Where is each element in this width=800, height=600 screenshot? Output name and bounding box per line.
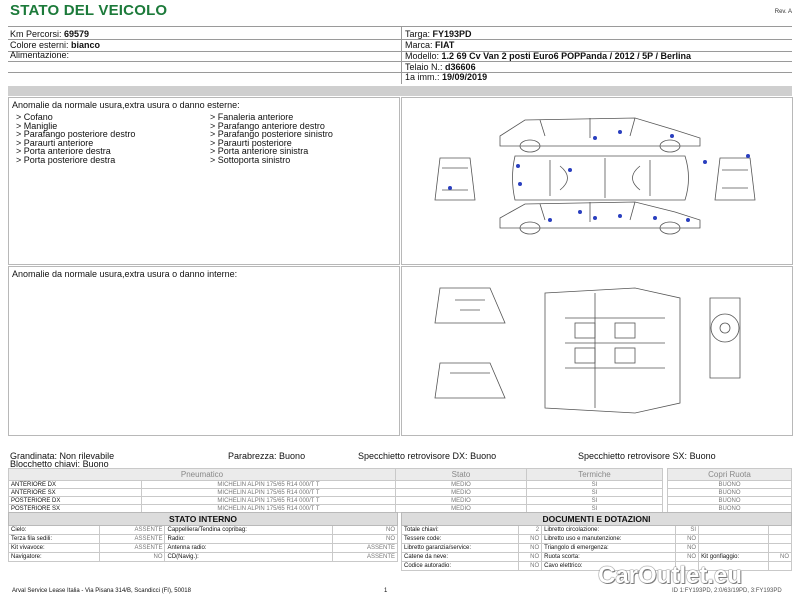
documenti-label: Totale chiavi: xyxy=(402,526,519,535)
documenti-value: NO xyxy=(769,553,792,562)
documenti-label: Tessere code: xyxy=(402,535,519,544)
telaio-field: Telaio N.: d36606 xyxy=(405,62,476,72)
immatricolazione-field: 1a imm.: 19/09/2019 xyxy=(405,72,488,82)
external-damage-item: > Fanaleria anteriore xyxy=(210,112,294,122)
documenti-row xyxy=(402,553,792,562)
internal-damage-heading: Anomalie da normale usura,extra usura o danno interne: xyxy=(12,269,238,279)
stato-interno-label: Antenna radio: xyxy=(165,544,332,553)
targa-field: Targa: FY193PD xyxy=(405,29,472,39)
revision-label: Rev. A xyxy=(774,9,792,15)
documenti-heading: DOCUMENTI E DOTAZIONI xyxy=(402,513,792,526)
external-damage-item: > Maniglie xyxy=(16,120,58,131)
tyre-pos-cell: ANTERIORE SX xyxy=(9,489,142,497)
parabrezza-field: Parabrezza: Buono xyxy=(228,451,306,461)
colore-field: Colore esterni: bianco xyxy=(10,40,101,50)
watermark-logo: CarOutlet.eu xyxy=(598,562,743,589)
footer-ids: ID 1:FY193PD, 2:0/63/19PD, 3:FY193PD xyxy=(672,588,782,594)
copri-ruota-cell: BUONO xyxy=(668,497,792,505)
page-title: STATO DEL VEICOLO xyxy=(10,2,168,19)
external-damage-item: > Paraurti anteriore xyxy=(16,137,94,148)
tyre-model-cell: MICHELIN ALPIN 175/65 R14 000/T T xyxy=(142,481,396,489)
internal-damage-text-box xyxy=(8,266,400,436)
copri-ruota-table xyxy=(667,468,792,513)
documenti-value: SI xyxy=(676,526,699,535)
stato-interno-row xyxy=(9,544,398,553)
section-separator xyxy=(8,86,792,96)
tyre-stato-cell: MEDIO xyxy=(396,505,527,513)
external-damage-item: > Sottoporta sinistro xyxy=(210,154,291,165)
stato-interno-label: Cielo: xyxy=(9,526,100,535)
documenti-label xyxy=(699,526,769,535)
documenti-row xyxy=(402,535,792,544)
stato-interno-table xyxy=(8,512,398,562)
tyres-table xyxy=(8,468,663,513)
tyre-stato-cell: MEDIO xyxy=(396,497,527,505)
stato-interno-value: ASSENTE xyxy=(332,553,397,562)
tyre-model-cell: MICHELIN ALPIN 175/65 R14 000/T T xyxy=(142,497,396,505)
documenti-value: NO xyxy=(519,544,542,553)
tyre-stato-cell: MEDIO xyxy=(396,481,527,489)
stato-interno-label: Radio: xyxy=(165,535,332,544)
stato-interno-value: ASSENTE xyxy=(100,535,165,544)
documenti-label xyxy=(699,544,769,553)
tyre-row xyxy=(9,481,663,489)
documenti-label: Triangolo di emergenza: xyxy=(542,544,676,553)
tyre-stato-cell: MEDIO xyxy=(396,489,527,497)
copri-ruota-cell: BUONO xyxy=(668,481,792,489)
documenti-value xyxy=(769,526,792,535)
tyre-termiche-cell: SI xyxy=(527,505,663,513)
tyres-header-copri-ruota: Copri Ruota xyxy=(668,469,792,481)
documenti-value: NO xyxy=(519,562,542,571)
tyres-header-stato: Stato xyxy=(396,469,527,481)
documenti-value: NO xyxy=(519,535,542,544)
external-damage-item: > Porta anteriore sinistra xyxy=(210,146,309,156)
external-damage-heading: Anomalie da normale usura,extra usura o danno esterne: xyxy=(12,100,240,110)
footer-address: Arval Service Lease Italia - Via Pisana 314/B, Scandicci (FI), 50018 xyxy=(12,588,191,594)
copri-ruota-row xyxy=(668,481,792,489)
documenti-value: NO xyxy=(676,553,699,562)
tyre-termiche-cell: SI xyxy=(527,497,663,505)
stato-interno-row xyxy=(9,535,398,544)
external-damage-item: > Parafango posteriore sinistro xyxy=(210,129,333,139)
stato-interno-value: NO xyxy=(332,535,397,544)
documenti-label xyxy=(699,535,769,544)
grandinata-field: Grandinata: Non rilevabile xyxy=(10,451,115,461)
stato-interno-value: ASSENTE xyxy=(332,544,397,553)
documenti-label: Catene da neve: xyxy=(402,553,519,562)
copri-ruota-row xyxy=(668,489,792,497)
stato-interno-value: ASSENTE xyxy=(100,526,165,535)
stato-interno-heading: STATO INTERNO xyxy=(9,513,398,526)
km-field: Km Percorsi: 69579 xyxy=(10,29,90,39)
tyres-header-pneumatico: Pneumatico xyxy=(9,469,396,481)
stato-interno-label: Kit vivavoce: xyxy=(9,544,100,553)
tyre-row xyxy=(9,497,663,505)
external-damage-item: > Parafango anteriore destro xyxy=(210,120,325,131)
documenti-value: NO xyxy=(519,553,542,562)
external-damage-item: > Porta posteriore destra xyxy=(16,154,116,165)
copri-ruota-row xyxy=(668,497,792,505)
copri-ruota-cell: BUONO xyxy=(668,505,792,513)
documenti-label: Libretto uso e manutenzione: xyxy=(542,535,676,544)
tyre-termiche-cell: SI xyxy=(527,489,663,497)
external-damage-item: > Paraurti posteriore xyxy=(210,137,292,148)
external-damage-item: > Cofano xyxy=(16,112,53,122)
specchietto-sx-field: Specchietto retrovisore SX: Buono xyxy=(578,451,716,461)
stato-interno-value: NO xyxy=(100,553,165,562)
tyre-termiche-cell: SI xyxy=(527,481,663,489)
tyre-model-cell: MICHELIN ALPIN 175/65 R14 000/T T xyxy=(142,505,396,513)
stato-interno-row xyxy=(9,553,398,562)
tyre-pos-cell: POSTERIORE SX xyxy=(9,505,142,513)
documenti-label: Ruota scorta: xyxy=(542,553,676,562)
tyres-header-termiche: Termiche xyxy=(527,469,663,481)
tyre-model-cell: MICHELIN ALPIN 175/65 R14 000/T T xyxy=(142,489,396,497)
stato-interno-row xyxy=(9,526,398,535)
tyre-pos-cell: ANTERIORE DX xyxy=(9,481,142,489)
documenti-row xyxy=(402,526,792,535)
documenti-value xyxy=(769,535,792,544)
external-damage-item: > Porta anteriore destra xyxy=(16,146,111,156)
stato-interno-value: ASSENTE xyxy=(100,544,165,553)
stato-interno-label: Navigatore: xyxy=(9,553,100,562)
documenti-value: 2 xyxy=(519,526,542,535)
footer-page-number: 1 xyxy=(384,588,388,594)
documenti-label: Codice autoradio: xyxy=(402,562,519,571)
copri-ruota-cell: BUONO xyxy=(668,489,792,497)
specchietto-dx-field: Specchietto retrovisore DX: Buono xyxy=(358,451,497,461)
documenti-value: NO xyxy=(676,544,699,553)
blocchetto-field: Blocchetto chiavi: Buono xyxy=(10,459,109,469)
tyre-pos-cell: POSTERIORE DX xyxy=(9,497,142,505)
documenti-value: NO xyxy=(676,535,699,544)
stato-interno-label: Cappelliera/Tendina copribag: xyxy=(165,526,332,535)
documenti-label: Libretto garanzia/service: xyxy=(402,544,519,553)
car-exterior-damage-diagram xyxy=(430,108,760,248)
documenti-row xyxy=(402,544,792,553)
marca-field: Marca: FIAT xyxy=(405,40,455,50)
documenti-label: Kit gonfiaggio: xyxy=(699,553,769,562)
stato-interno-value: NO xyxy=(332,526,397,535)
external-damage-item: > Parafango posteriore destro xyxy=(16,129,136,139)
documenti-label: Cavo elettrico: xyxy=(542,562,676,571)
modello-field: Modello: 1.2 69 Cv Van 2 posti Euro6 POPPanda / 2012 / 5P / Berlina xyxy=(405,51,691,61)
alimentazione-field: Alimentazione: xyxy=(10,50,70,60)
stato-interno-label: CD(Navig.): xyxy=(165,553,332,562)
tyre-row xyxy=(9,489,663,497)
external-damage-text-box xyxy=(8,97,400,265)
documenti-value xyxy=(769,544,792,553)
stato-interno-label: Terza fila sedili: xyxy=(9,535,100,544)
documenti-value xyxy=(769,562,792,571)
car-interior-diagram xyxy=(435,278,755,423)
documenti-label: Libretto circolazione: xyxy=(542,526,676,535)
